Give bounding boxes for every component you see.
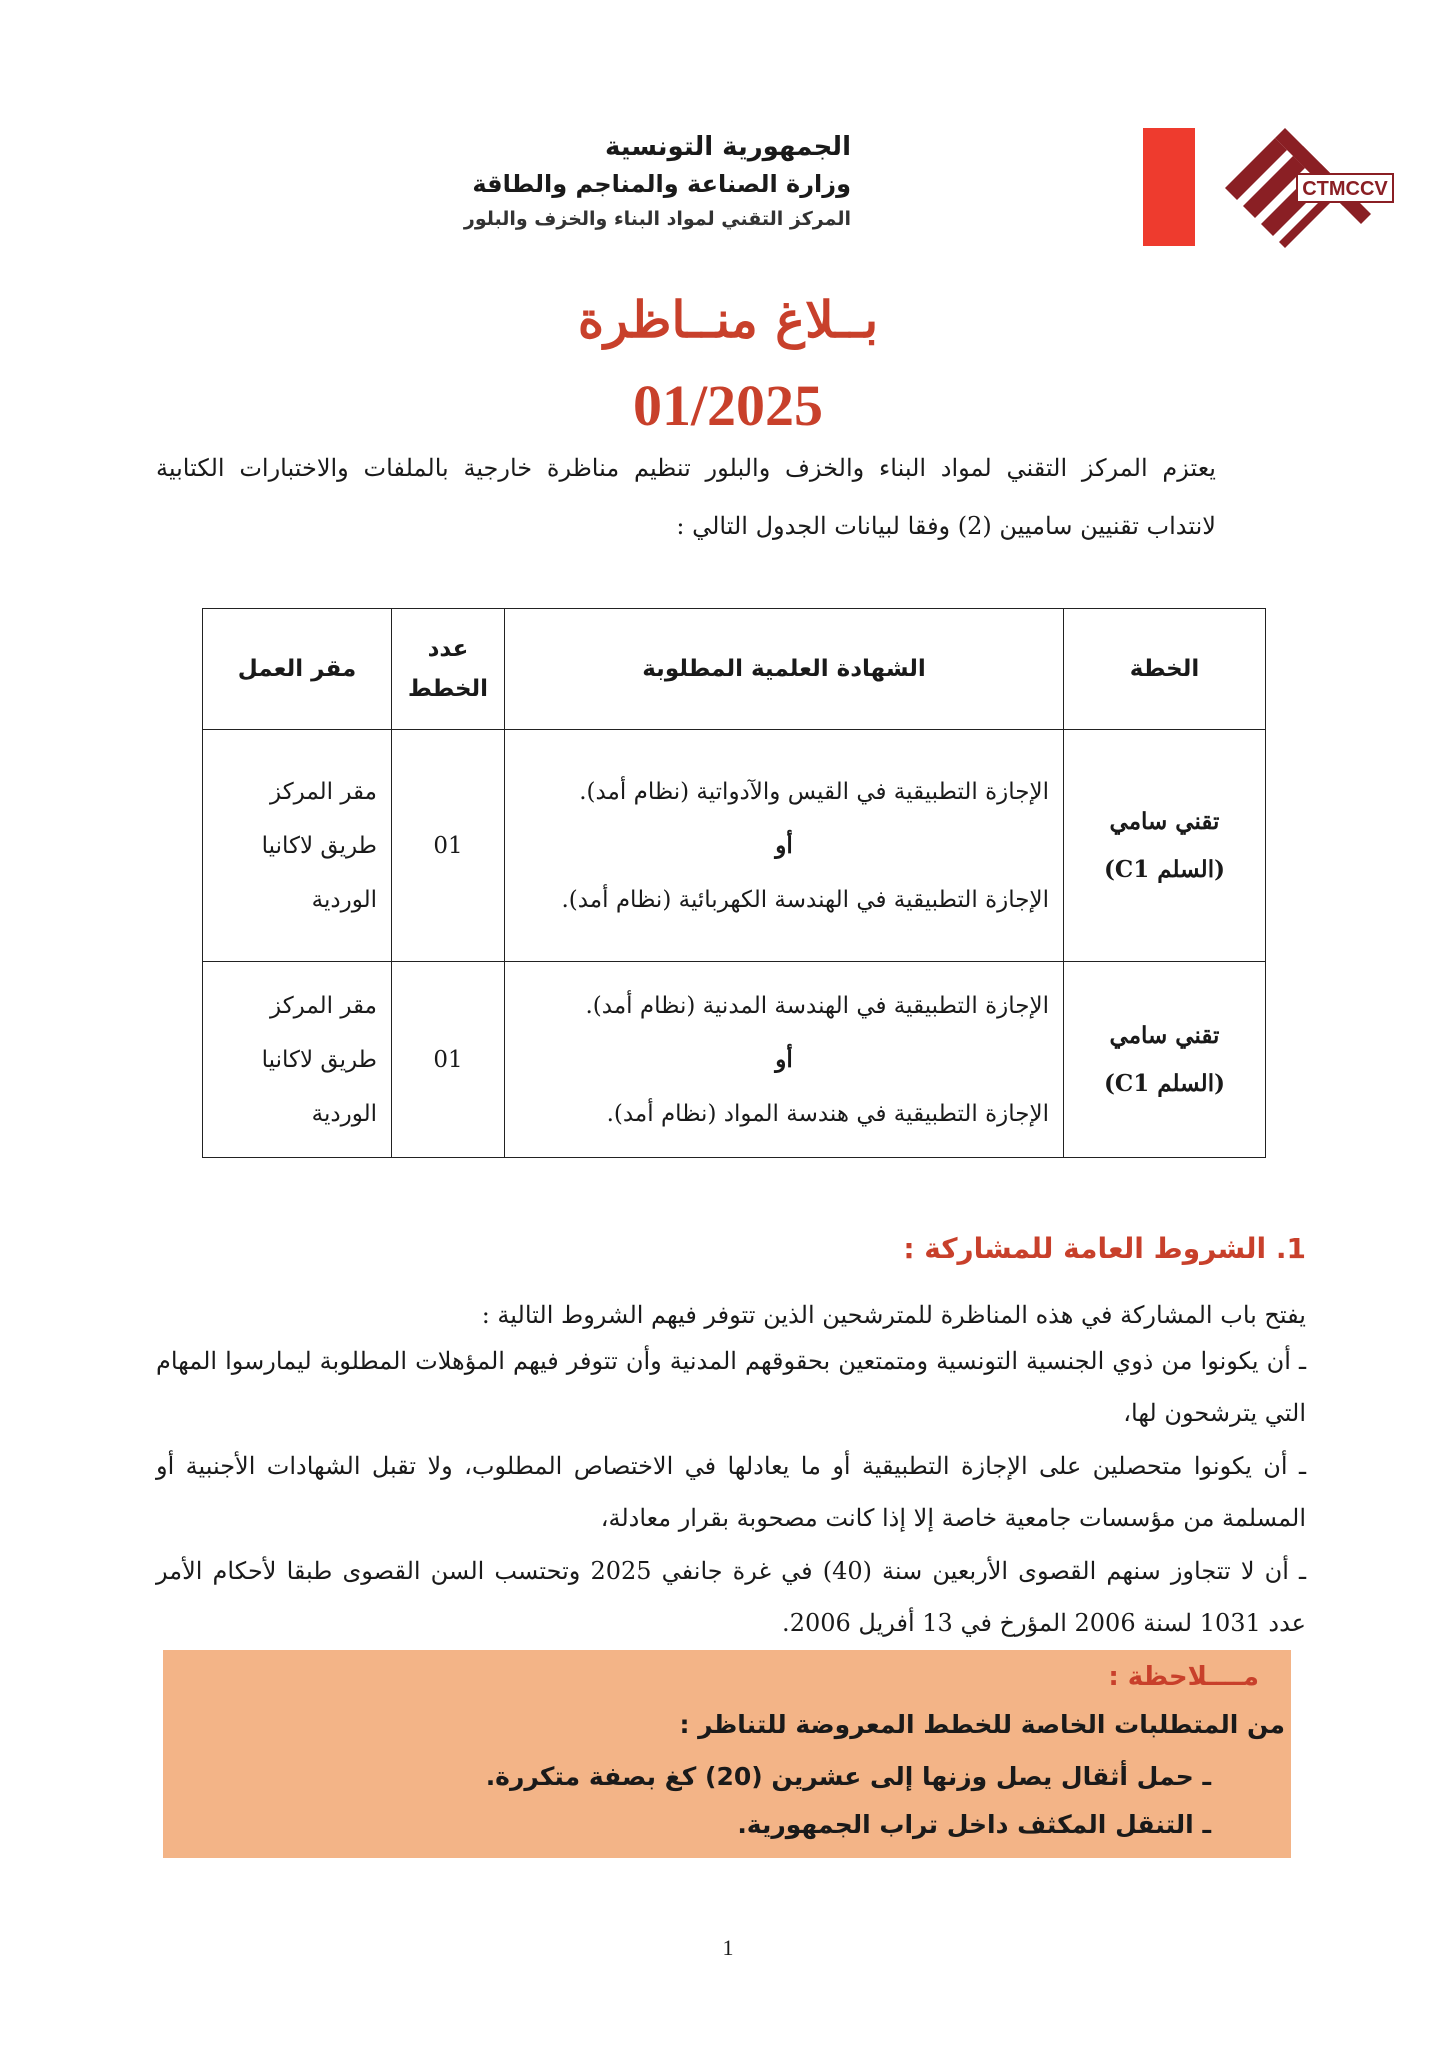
center-title: المركز التقني لمواد البناء والخزف والبلور <box>463 208 851 230</box>
row1-location-1: مقر المركز <box>270 778 377 805</box>
intro-line-1: يعتزم المركز التقني لمواد البناء والخزف والبلور تنظيم مناظرة خارجية بالملفات والاختبارات الكتابية <box>156 454 1216 482</box>
row1-plan-grade: (السلم C1) <box>1104 855 1225 883</box>
section-1-intro: يفتح باب المشاركة في هذه المناظرة للمترشحين الذين تتوفر فيهم الشروط التالية : <box>481 1301 1306 1329</box>
row2-location-2: طريق لاكانيا <box>261 1046 377 1073</box>
row2-plan-title: تقني سامي <box>1109 1021 1220 1049</box>
header-count <box>392 609 505 730</box>
row1-degree-or: أو <box>775 831 793 859</box>
logo-text: CTMCCV <box>1302 178 1388 200</box>
positions-table <box>202 608 1266 1158</box>
note-title: مــــلاحظة : <box>1108 1662 1259 1692</box>
row1-degree-1: الإجازة التطبيقية في القيس والآدواتية (نظام أمد). <box>579 778 1049 805</box>
header-degree: الشهادة العلمية المطلوبة <box>505 609 1064 730</box>
condition-2: ـ أن يكونوا متحصلين على الإجازة التطبيقية أو ما يعادلها في الاختصاص المطلوب، ولا تقبل الشهادات الأجنبية أو المسلمة من مؤسسات جامعية خاصة إلا إذا كانت مصحوبة بقرار معادلة، <box>156 1452 1306 1532</box>
row1-degree <box>505 730 1064 962</box>
intro-line-2: لانتداب تقنيين ساميين (2) وفقا لبيانات الجدول التالي : <box>676 512 1216 540</box>
ministry-title: وزارة الصناعة والمناجم والطاقة <box>472 170 851 198</box>
row2-degree-or: أو <box>775 1045 793 1073</box>
note-subtitle: من المتطلبات الخاصة للخطط المعروضة للتناظر : <box>679 1710 1285 1739</box>
row2-degree-2: الإجازة التطبيقية في هندسة المواد (نظام أمد). <box>606 1100 1049 1127</box>
row1-count: 01 <box>392 730 505 962</box>
header-red-bar <box>1143 128 1195 246</box>
table-header-row <box>203 609 1266 730</box>
ctmccv-logo <box>1215 128 1395 248</box>
notice-title: بــلاغ منــاظرة <box>577 290 879 349</box>
note-item-2: ـ التنقل المكثف داخل تراب الجمهورية. <box>737 1810 1211 1839</box>
table-row <box>203 962 1266 1158</box>
notice-number: 01/2025 <box>632 373 824 438</box>
row2-degree-1: الإجازة التطبيقية في الهندسة المدنية (نظام أمد). <box>585 992 1049 1019</box>
note-item-1: ـ حمل أثقال يصل وزنها إلى عشرين (20) كغ بصفة متكررة. <box>485 1762 1211 1791</box>
republic-title: الجمهورية التونسية <box>604 132 851 162</box>
row1-location-2: طريق لاكانيا <box>261 832 377 859</box>
row2-location-3: الوردية <box>311 1100 377 1127</box>
table-row <box>203 730 1266 962</box>
condition-1: ـ أن يكونوا من ذوي الجنسية التونسية ومتمتعين بحقوقهم المدنية وأن تتوفر فيهم المؤهلات المطلوبة ليمارسوا المهام التي يترشحون لها، <box>156 1347 1306 1427</box>
header-plan: الخطة <box>1064 609 1266 730</box>
condition-3: ـ أن لا تتجاوز سنهم القصوى الأربعين سنة (40) في غرة جانفي 2025 وتحتسب السن القصوى طبقا لأحكام الأمر عدد 1031 لسنة 2006 المؤرخ في 13 أفريل 2006. <box>156 1557 1306 1637</box>
header-location: مقر العمل <box>203 609 392 730</box>
header-count-line2: الخطط <box>407 676 489 702</box>
row1-degree-2: الإجازة التطبيقية في الهندسة الكهربائية (نظام أمد). <box>561 886 1049 913</box>
row1-plan <box>1064 730 1266 962</box>
row2-degree <box>505 962 1064 1158</box>
row2-plan <box>1064 962 1266 1158</box>
row2-location-1: مقر المركز <box>270 992 377 1019</box>
row1-location <box>203 730 392 962</box>
header-count-line1: عدد <box>427 636 469 662</box>
row1-plan-title: تقني سامي <box>1109 807 1220 835</box>
page-number: 1 <box>722 1935 734 1960</box>
row2-location <box>203 962 392 1158</box>
row2-plan-grade: (السلم C1) <box>1104 1069 1225 1097</box>
row2-count: 01 <box>392 962 505 1158</box>
section-1-title: 1. الشروط العامة للمشاركة : <box>903 1232 1306 1265</box>
note-box <box>163 1650 1291 1858</box>
row1-location-3: الوردية <box>311 886 377 913</box>
